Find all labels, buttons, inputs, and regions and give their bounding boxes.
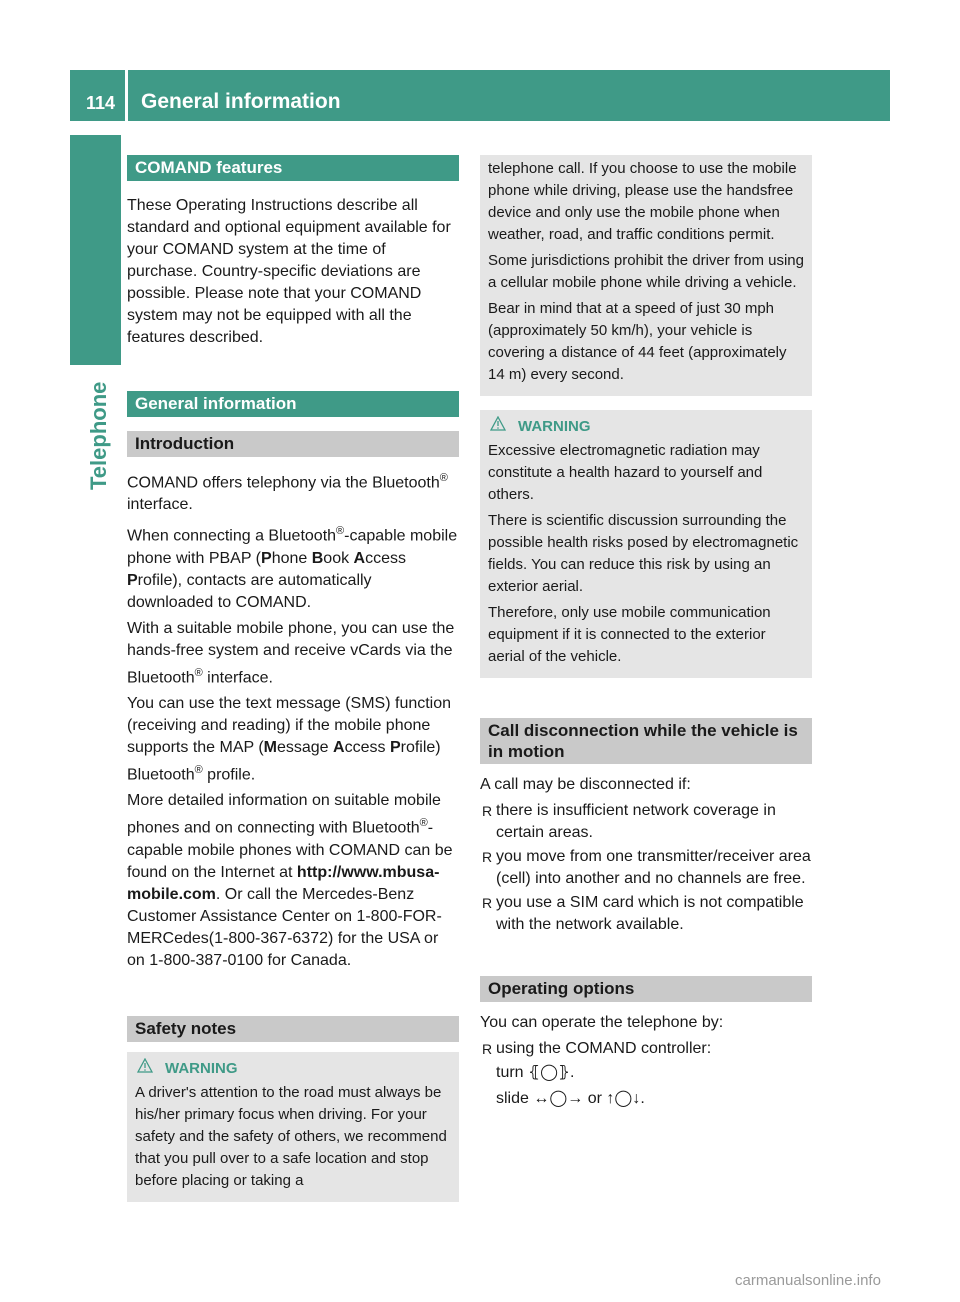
turn-instruction: turn ⦃◯⦄. bbox=[496, 1064, 575, 1081]
side-tab bbox=[70, 135, 121, 365]
footer-watermark: carmanualsonline.info bbox=[735, 1272, 881, 1289]
introduction-heading: Introduction bbox=[127, 431, 459, 457]
warning-triangle-icon bbox=[490, 416, 508, 438]
left-column bbox=[127, 155, 459, 1202]
warning-box-1 bbox=[127, 1052, 459, 1202]
warning1-paragraph-2: Some jurisdictions prohibit the driver from using a cellular mobile phone while driving a vehicle. bbox=[488, 252, 804, 291]
warning2-paragraph-3: Therefore, only use mobile communication equipment if it is connected to the exterior aerial of the vehicle. bbox=[488, 604, 771, 665]
header-divider bbox=[125, 70, 128, 121]
operating-options-intro: You can operate the telephone by: bbox=[480, 1014, 724, 1031]
right-column bbox=[480, 155, 812, 1114]
operating-options-heading: Operating options bbox=[480, 976, 812, 1002]
controller-slide-vertical-icon: ↑◯↓ bbox=[606, 1090, 641, 1107]
warning1-text-part1: A driver's attention to the road must always be his/her primary focus when driving. For your safety and the safety of others, we recommend that you pull over to a safe location and stop before placing or taking a bbox=[135, 1083, 447, 1189]
general-information-heading: General information bbox=[127, 391, 459, 417]
safety-notes-heading: Safety notes bbox=[127, 1016, 459, 1042]
slide-instruction: slide ↔◯→ or ↑◯↓. bbox=[496, 1090, 645, 1107]
intro-paragraph-5: More detailed information on suitable mobile phones and on connecting with Bluetooth®-capable mobile phones with COMAND can be found on the Internet at http://www.mbusa-mobile.com. Or call the Mercedes-Benz Customer Assistance Center on 1-800-FOR-MERCedes(1-800-367-6372) for the USA or on 1-800-387-0100 for Canada. bbox=[127, 792, 453, 969]
warning-box-1-continued bbox=[480, 155, 812, 396]
warning2-paragraph-1: Excessive electromagnetic radiation may constitute a health hazard to yourself and others. bbox=[488, 442, 763, 503]
warning-title-1: WARNING bbox=[135, 1058, 451, 1080]
comand-features-body: These Operating Instructions describe all standard and optional equipment available for your COMAND system at the time of purchase. Country-specific deviations are possible. Please note that your COMAND system may not be equipped with all the features described. bbox=[127, 197, 451, 346]
call-disconnection-heading: Call disconnection while the vehicle is in motion bbox=[480, 718, 812, 764]
intro-paragraph-3: With a suitable mobile phone, you can use the hands-free system and receive vCards via the Bluetooth® interface. bbox=[127, 619, 455, 686]
warning2-paragraph-2: There is scientific discussion surrounding the possible health risks posed by electromagnetic fields. You can reduce this risk by using an exterior aerial. bbox=[488, 512, 799, 595]
page-title: General information bbox=[141, 90, 341, 113]
list-item: R you use a SIM card which is not compatible with the network available. bbox=[480, 892, 812, 936]
operating-options-list bbox=[480, 1038, 812, 1060]
mbusa-link[interactable]: http://www.mbusa-mobile.com bbox=[127, 863, 440, 903]
list-item: R using the COMAND controller: bbox=[480, 1038, 812, 1060]
intro-paragraph-4: You can use the text message (SMS) function (receiving and reading) if the mobile phone supports the MAP (Message Access Profile) Bluetooth® profile. bbox=[127, 694, 452, 784]
warning-triangle-icon bbox=[137, 1058, 155, 1080]
call-disconnection-intro: A call may be disconnected if: bbox=[480, 776, 691, 793]
call-disconnection-list bbox=[480, 800, 812, 936]
side-tab-label: Telephone bbox=[86, 381, 111, 490]
list-item: R you move from one transmitter/receiver area (cell) into another and no channels are free. bbox=[480, 846, 812, 890]
warning1-text-part2: telephone call. If you choose to use the mobile phone while driving, please use the handsfree device and only use the mobile phone when weather, road, and traffic conditions permit. bbox=[488, 160, 797, 243]
comand-features-heading: COMAND features bbox=[127, 155, 459, 181]
controller-slide-horizontal-icon: ↔◯→ bbox=[533, 1090, 584, 1107]
warning1-paragraph-3: Bear in mind that at a speed of just 30 mph (approximately 50 km/h), your vehicle is covering a distance of 44 feet (approximately 14 m) every second. bbox=[488, 300, 787, 383]
intro-paragraph-2: When connecting a Bluetooth®-capable mobile phone with PBAP (Phone Book Access Profile), contacts are automatically downloaded to COMAND. bbox=[127, 525, 458, 611]
controller-turn-icon: ⦃◯⦄ bbox=[528, 1064, 571, 1081]
intro-paragraph-1: COMAND offers telephony via the Bluetooth® interface. bbox=[127, 472, 448, 514]
warning-box-2 bbox=[480, 410, 812, 678]
list-item: R there is insufficient network coverage in certain areas. bbox=[480, 800, 812, 844]
page-number: 114 bbox=[86, 93, 116, 113]
warning-title-2: WARNING bbox=[488, 416, 804, 438]
